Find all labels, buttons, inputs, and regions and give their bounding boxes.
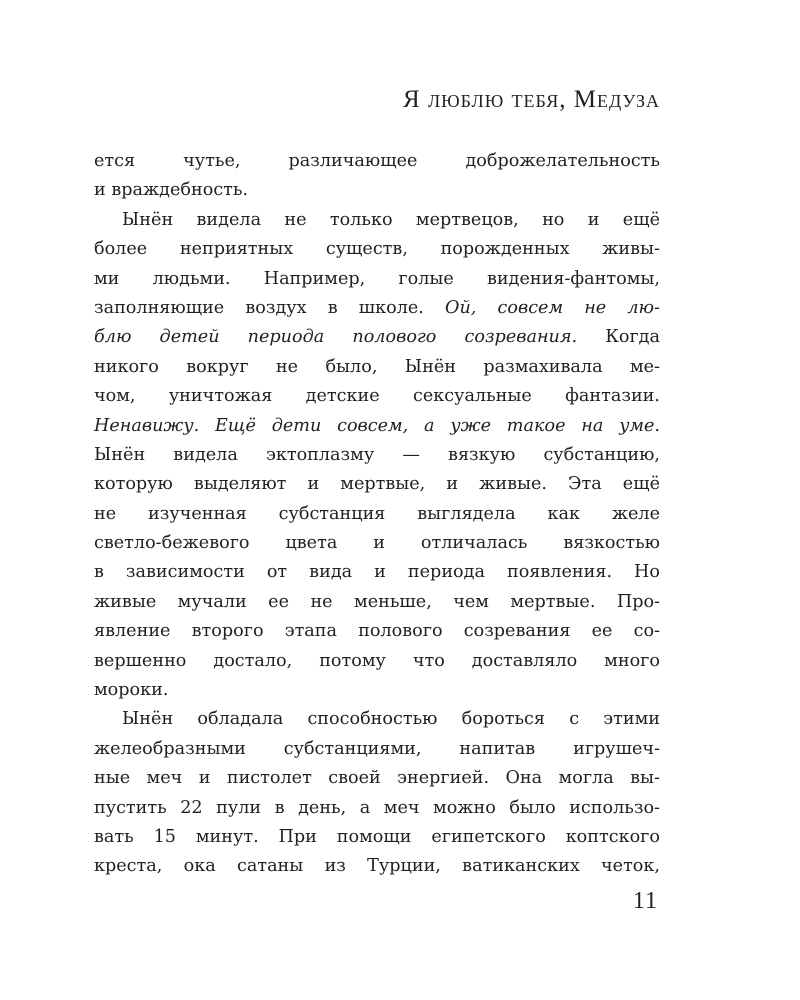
text-line — [94, 529, 660, 558]
text-line — [94, 617, 660, 646]
text-segment: ется чутье, различающее доброжелательность — [94, 151, 660, 171]
text-segment: которую выделяют и мертвые, и живые. Эта ещё — [94, 474, 660, 495]
text-line — [94, 235, 660, 264]
text-line — [94, 764, 660, 793]
text-segment: ные меч и пистолет своей энергией. Она могла вы- — [94, 768, 660, 789]
text-line — [94, 705, 660, 734]
text-line — [94, 470, 660, 499]
text-line — [94, 176, 660, 205]
text-line — [94, 794, 660, 823]
text-segment: Ынён видела не только мертвецов, но и ещё — [122, 209, 660, 230]
text-segment: Ынён обладала способностью бороться с этими — [122, 709, 660, 730]
text-segment: никого вокруг не было, Ынён размахивала ме- — [94, 356, 660, 377]
text-line — [94, 735, 660, 764]
text-segment: мороки. — [94, 680, 169, 701]
text-segment: явление второго этапа полового созревания ее со- — [94, 621, 660, 642]
text-line — [94, 647, 660, 676]
text-segment: креста, ока сатаны из Турции, ватиканских четок, — [94, 856, 660, 877]
italic-text: Ненавижу. Ещё дети совсем, а уже такое на уме. — [94, 415, 660, 436]
text-line — [94, 676, 660, 705]
text-line — [94, 412, 660, 441]
page-number: 11 — [632, 888, 658, 914]
text-line — [94, 353, 660, 382]
text-line — [94, 323, 660, 352]
text-line — [94, 588, 660, 617]
text-segment: живые мучали ее не меньше, чем мертвые. Про- — [94, 591, 660, 612]
text-line — [94, 382, 660, 411]
text-line — [94, 500, 660, 529]
text-segment: пустить 22 пули в день, а меч можно было использо- — [94, 797, 660, 818]
text-segment: Когда — [577, 327, 660, 348]
text-line — [94, 823, 660, 852]
text-line — [94, 294, 660, 323]
text-segment: желеобразными субстанциями, напитав игрушеч- — [94, 738, 660, 759]
italic-text: Ой, совсем не лю- — [445, 297, 660, 318]
text-segment: ми людьми. Например, голые видения-фантомы, — [94, 268, 660, 289]
text-segment: более неприятных существ, порожденных живы- — [94, 239, 660, 260]
text-segment: Ынён видела эктоплазму — вязкую субстанцию, — [94, 444, 660, 465]
text-segment: и враждебность. — [94, 180, 249, 201]
text-segment: вать 15 минут. При помощи египетского коптского — [94, 826, 660, 847]
body-text — [94, 147, 660, 882]
italic-text: блю детей периода полового созревания. — [94, 327, 578, 348]
running-header: Я люблю тебя, Медуза — [403, 86, 660, 113]
text-line — [94, 147, 660, 176]
text-line — [94, 558, 660, 587]
text-line — [94, 852, 660, 881]
text-segment: в зависимости от вида и периода появления. Но — [94, 562, 660, 583]
text-segment: не изученная субстанция выглядела как желе — [94, 503, 660, 524]
text-line — [94, 441, 660, 470]
text-segment: светло-бежевого цвета и отличалась вязкостью — [94, 533, 660, 554]
text-segment: заполняющие воздух в школе. — [94, 297, 446, 318]
text-segment: чом, уничтожая детские сексуальные фантазии. — [94, 386, 660, 407]
text-segment: вершенно достало, потому что доставляло много — [94, 650, 660, 671]
text-line — [94, 265, 660, 294]
text-line — [94, 206, 660, 235]
